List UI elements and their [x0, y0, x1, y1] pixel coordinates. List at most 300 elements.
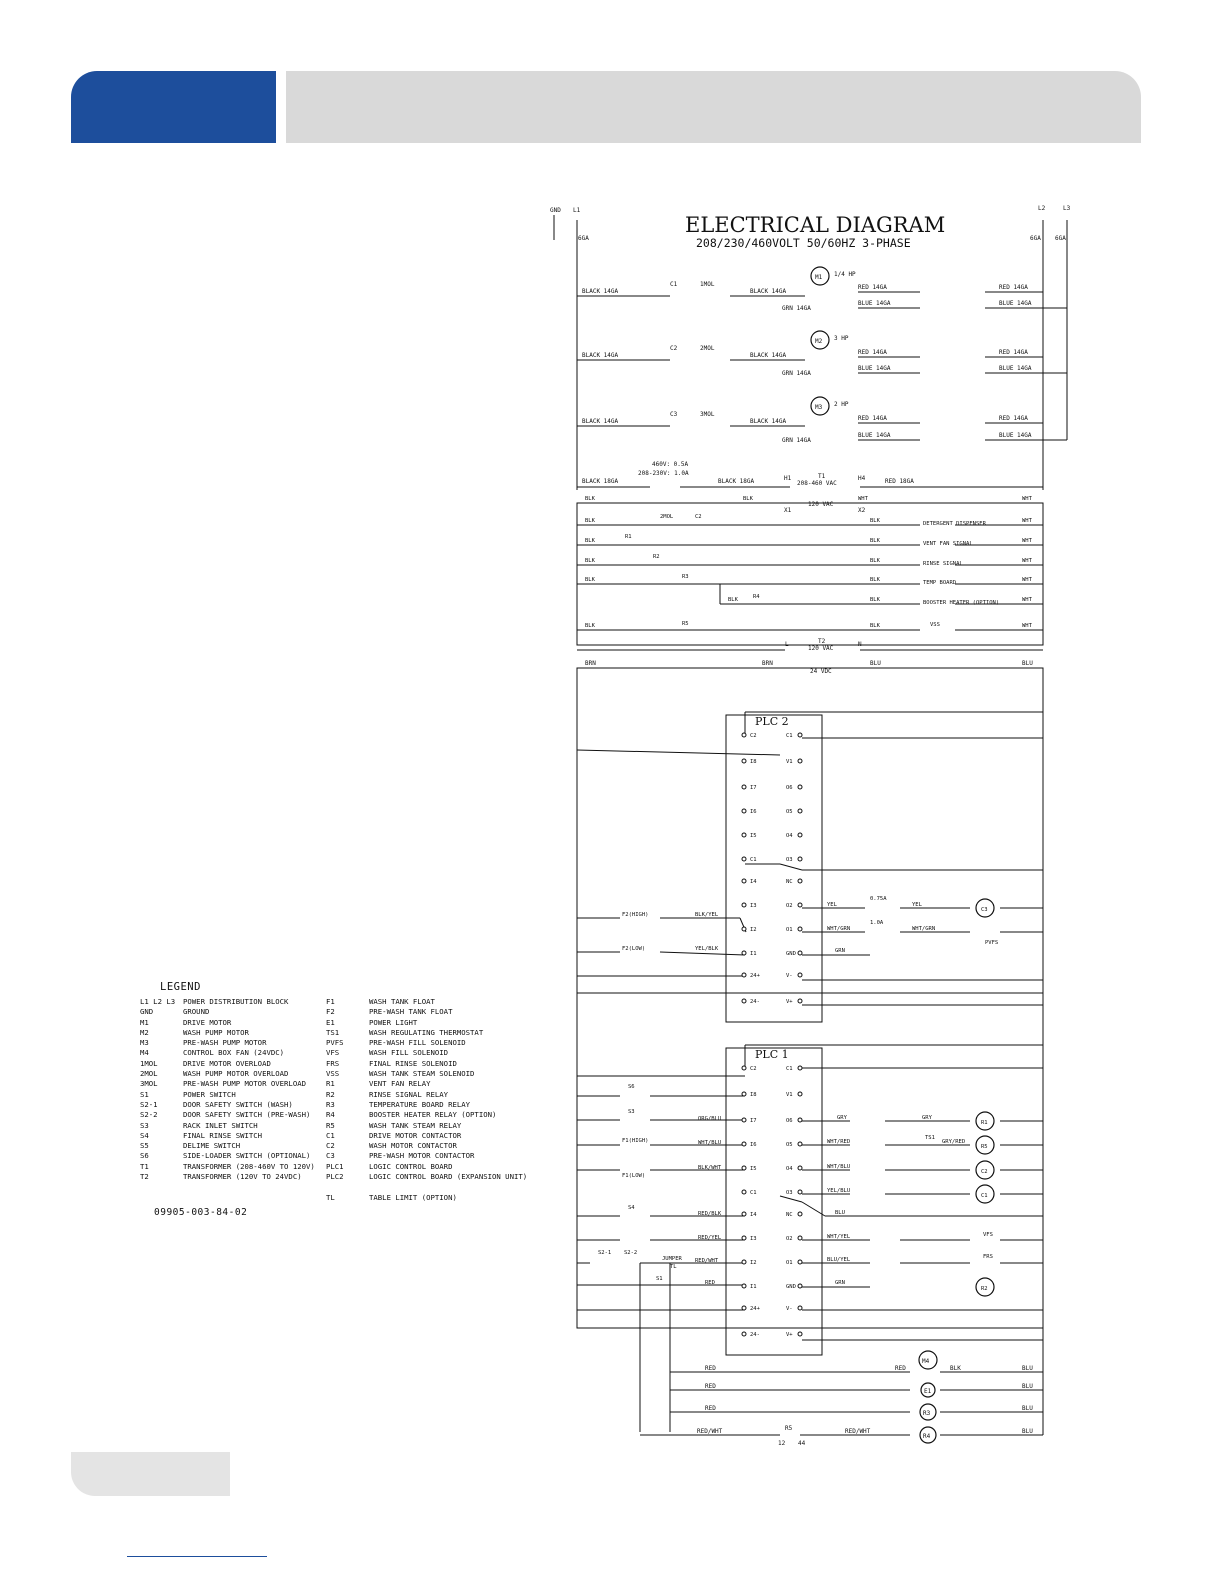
- legend-row: [326, 1007, 527, 1017]
- m2-black-wire: BLACK 14GA: [582, 352, 619, 359]
- m1-green-wire: GRN 14GA: [782, 305, 811, 312]
- diagram-title: ELECTRICAL DIAGRAM: [685, 213, 946, 237]
- relay-row5-wht: WHT: [1022, 597, 1032, 603]
- terminal-l3: L3: [1063, 205, 1071, 212]
- plc2-left-pin-2: I7: [750, 785, 757, 791]
- legend-description: WASH MOTOR CONTACTOR: [369, 1141, 457, 1151]
- plc1-org-blu: ORG/BLU: [698, 1116, 722, 1122]
- relay-row5-blk: BLK: [728, 597, 738, 603]
- legend-row: [326, 1193, 527, 1203]
- f2-low: F2(LOW): [622, 946, 646, 952]
- legend-code: R4: [326, 1110, 335, 1120]
- plc1-right-pin-9: GND: [786, 1284, 796, 1290]
- legend-row: [326, 1110, 527, 1120]
- relay-blk-top-2: BLK: [743, 496, 753, 502]
- r3-label: R3: [923, 1410, 931, 1417]
- legend-code: 2MOL: [140, 1069, 158, 1079]
- legend-code: VFS: [326, 1048, 340, 1058]
- plc2-left-terminal-2: [742, 785, 746, 789]
- plc1-left-pin-10: 24+: [750, 1306, 760, 1312]
- legend-row: [140, 1028, 315, 1038]
- legend-row: [326, 1100, 527, 1110]
- legend-description: POWER SWITCH: [183, 1089, 236, 1099]
- plc1-right-terminal-7: [798, 1236, 802, 1240]
- plc2-right-terminal-9: [798, 951, 802, 955]
- plc1-left-pin-5: C1: [750, 1190, 757, 1196]
- relay-row3-blk: BLK: [585, 558, 595, 564]
- plc1-right-terminal-10: [798, 1306, 802, 1310]
- motor-m3-label: M3: [815, 404, 823, 411]
- legend-row: [326, 997, 527, 1007]
- legend-code: R5: [326, 1120, 335, 1130]
- s2-2-label: S2-2: [624, 1250, 638, 1256]
- plc1-blk-wht: BLK/WHT: [698, 1165, 722, 1171]
- plc2-right-pin-2: O6: [786, 785, 793, 791]
- relay-row6-wht: WHT: [1022, 623, 1032, 629]
- terminal-l1: L1: [573, 207, 581, 214]
- s6-label: S6: [628, 1084, 635, 1090]
- plc1-left-terminal-2: [742, 1118, 746, 1122]
- plc1-gry: GRY: [837, 1115, 847, 1121]
- legend-row: [140, 1090, 315, 1100]
- legend-description: WASH TANK FLOAT: [369, 997, 435, 1006]
- load-booster: BOOSTER HEATER (OPTION): [923, 600, 1000, 606]
- plc1-left-pin-3: I6: [750, 1142, 757, 1148]
- legend-description: TEMPERATURE BOARD RELAY: [369, 1099, 471, 1109]
- legend-code: S6: [140, 1151, 149, 1161]
- legend-description: WASH TANK STEAM RELAY: [369, 1120, 462, 1130]
- legend-description: PRE-WASH FILL SOLENOID: [369, 1038, 466, 1048]
- legend-code: TL: [326, 1192, 335, 1202]
- m3-overload: 3MOL: [700, 411, 715, 418]
- plc1-left-terminal-8: [742, 1260, 746, 1264]
- legend-description: FINAL RINSE SWITCH: [183, 1130, 263, 1140]
- plc2-right-pin-10: V-: [786, 973, 793, 979]
- contact-r2: R2: [653, 554, 660, 560]
- m1-red-wire: RED 14GA: [858, 284, 887, 291]
- diagram-subtitle: 208/230/460VOLT 50/60HZ 3-PHASE: [696, 236, 911, 250]
- legend-code: C1: [326, 1130, 335, 1140]
- legend-code: F2: [326, 1007, 335, 1017]
- plc2-right-terminal-5: [798, 857, 802, 861]
- m2-black-wire-2: BLACK 14GA: [750, 352, 787, 359]
- t2-blu: BLU: [870, 660, 881, 667]
- t1-h1: H1: [784, 475, 792, 482]
- t1-black-wire-2: BLACK 18GA: [718, 478, 755, 485]
- r5-contact-label: R5: [785, 1425, 793, 1432]
- m3-blue-wire: BLUE 14GA: [858, 432, 891, 439]
- legend-code: M3: [140, 1038, 149, 1048]
- relay-row1-wht: WHT: [1022, 518, 1032, 524]
- plc1-right-pin-2: O6: [786, 1118, 793, 1124]
- motor-m2-hp: 3 HP: [834, 335, 849, 342]
- plc1-right-terminal-0: [798, 1066, 802, 1070]
- plc1-right-terminal-9: [798, 1284, 802, 1288]
- part-number: 09905-003-84-02: [154, 1207, 248, 1218]
- relay-row3-blk2: BLK: [870, 558, 880, 564]
- plc2-right-terminal-7: [798, 903, 802, 907]
- plc2-left-terminal-6: [742, 879, 746, 883]
- plc2-left-terminal-1: [742, 759, 746, 763]
- m1-contactor: C1: [670, 281, 678, 288]
- legend-description: WASH PUMP MOTOR OVERLOAD: [183, 1069, 289, 1079]
- plc2-left-pin-8: I2: [750, 927, 757, 933]
- bottom-red-2: RED: [705, 1383, 716, 1390]
- plc2-left-terminal-0: [742, 733, 746, 737]
- legend-row: [326, 1141, 527, 1151]
- bottom-red-1: RED: [705, 1365, 716, 1372]
- t1-h4: H4: [858, 475, 866, 482]
- legend-description: TRANSFORMER (120V TO 24VDC): [183, 1172, 302, 1182]
- legend-description: SIDE-LOADER SWITCH (OPTIONAL): [183, 1151, 311, 1161]
- header-title-bar: [286, 71, 1141, 143]
- legend-row: [140, 1069, 315, 1079]
- legend-code: C3: [326, 1151, 335, 1161]
- plc1-left-terminal-3: [742, 1142, 746, 1146]
- legend-description: RACK INLET SWITCH: [183, 1120, 258, 1130]
- plc2-left-pin-1: I8: [750, 759, 757, 765]
- tl-label: TL: [670, 1264, 677, 1270]
- relay-row6-blk2: BLK: [870, 623, 880, 629]
- legend-title: LEGEND: [160, 981, 201, 993]
- legend-row: [140, 1131, 315, 1141]
- relay-row1-blk2: BLK: [870, 518, 880, 524]
- legend-row: [326, 1079, 527, 1089]
- plc2-right-pin-8: O1: [786, 927, 793, 933]
- legend-row: [140, 997, 315, 1007]
- m2-blue-wire-out: BLUE 14GA: [999, 365, 1032, 372]
- plc1-yel-blu: YEL/BLU: [827, 1188, 851, 1194]
- legend-code: PVFS: [326, 1038, 344, 1048]
- plc1-left-pin-6: I4: [750, 1212, 757, 1218]
- legend-right-column: [326, 997, 527, 1203]
- plc1-right-pin-7: O2: [786, 1236, 793, 1242]
- t2-label: T2: [818, 638, 826, 645]
- t1-red-wire: RED 18GA: [885, 478, 914, 485]
- legend-description: TRANSFORMER (208-460V TO 120V): [183, 1161, 315, 1171]
- plc2-title: PLC 2: [755, 715, 789, 728]
- plc1-left-pin-2: I7: [750, 1118, 757, 1124]
- plc1-frs: FRS: [983, 1254, 993, 1260]
- plc1-right-pin-11: V+: [786, 1332, 793, 1338]
- legend-row: [326, 1038, 527, 1048]
- t2-n: N: [858, 641, 862, 648]
- load-temp-board: TEMP BOARD: [923, 580, 957, 586]
- plc1-gry-red: GRY/RED: [942, 1139, 966, 1145]
- plc2-left-pin-6: I4: [750, 879, 757, 885]
- plc2-right-pin-4: O4: [786, 833, 793, 839]
- plc1-left-pin-11: 24-: [750, 1332, 760, 1338]
- plc1-right-pin-6: NC: [786, 1212, 793, 1218]
- plc2-right-pin-6: NC: [786, 879, 793, 885]
- legend-code: FRS: [326, 1058, 340, 1068]
- contact-r1: R1: [625, 534, 632, 540]
- terminal-gauge-l3: 6GA: [1055, 235, 1066, 242]
- legend-code: C2: [326, 1141, 335, 1151]
- legend-description: BOOSTER HEATER RELAY (OPTION): [369, 1110, 497, 1120]
- legend-row: [140, 1018, 315, 1028]
- relay-row4-wht: WHT: [1022, 577, 1032, 583]
- m1-red-wire-out: RED 14GA: [999, 284, 1028, 291]
- plc1-left-terminal-11: [742, 1332, 746, 1336]
- contact-2mol: 2MOL: [660, 514, 674, 520]
- plc1-left-pin-0: C2: [750, 1066, 757, 1072]
- legend-code: GND: [140, 1007, 154, 1017]
- legend-code: R1: [326, 1079, 335, 1089]
- relay-row2-wht: WHT: [1022, 538, 1032, 544]
- legend-row: [140, 1110, 315, 1120]
- s4-label: S4: [628, 1205, 635, 1211]
- plc1-left-terminal-10: [742, 1306, 746, 1310]
- plc1-left-terminal-9: [742, 1284, 746, 1288]
- plc1-left-terminal-0: [742, 1066, 746, 1070]
- plc1-right-terminal-3: [798, 1142, 802, 1146]
- legend-description: DRIVE MOTOR OVERLOAD: [183, 1058, 271, 1068]
- t1-label: T1: [818, 473, 826, 480]
- relay-row6-blk: BLK: [585, 623, 595, 629]
- bottom-red-wht-2: RED/WHT: [845, 1428, 871, 1435]
- plc2-right-terminal-6: [798, 879, 802, 883]
- legend-description: POWER DISTRIBUTION BLOCK: [183, 997, 289, 1006]
- t1-x1: X1: [784, 507, 792, 514]
- plc1-right-terminal-2: [798, 1118, 802, 1122]
- s1-label: S1: [656, 1276, 663, 1282]
- relay-row1-blk: BLK: [585, 518, 595, 524]
- e1-label: E1: [924, 1388, 932, 1395]
- relay-blk-top: BLK: [585, 496, 595, 502]
- m3-contactor: C3: [670, 411, 678, 418]
- f2-high: F2(HIGH): [622, 912, 649, 918]
- legend-row: [326, 1090, 527, 1100]
- m2-contactor: C2: [670, 345, 678, 352]
- relay-row2-blk2: BLK: [870, 538, 880, 544]
- bottom-blu-2: BLU: [1022, 1383, 1033, 1390]
- f1-low: F1(LOW): [622, 1173, 646, 1179]
- t1-secondary: 120 VAC: [808, 501, 834, 508]
- motor-m1-hp: 1/4 HP: [834, 271, 856, 278]
- plc1-r5: R5: [981, 1144, 988, 1150]
- plc2-left-terminal-4: [742, 833, 746, 837]
- plc2-left-pin-9: I1: [750, 951, 757, 957]
- legend-row: [326, 1151, 527, 1161]
- legend-code: S1: [140, 1089, 149, 1099]
- r4-label: R4: [923, 1433, 931, 1440]
- load-rinse: RINSE SIGNAL: [923, 561, 963, 567]
- legend-row: [140, 1141, 315, 1151]
- plc1-title: PLC 1: [755, 1048, 789, 1061]
- plc2-right-pin-11: V+: [786, 999, 793, 1005]
- plc2-right-pin-7: O2: [786, 903, 793, 909]
- plc2-right-pin-1: V1: [786, 759, 793, 765]
- m2-green-wire: GRN 14GA: [782, 370, 811, 377]
- relay-wht-top-2: WHT: [1022, 496, 1032, 502]
- legend-code: F1: [326, 997, 335, 1006]
- bottom-red-m4: RED: [895, 1365, 906, 1372]
- m2-blue-wire: BLUE 14GA: [858, 365, 891, 372]
- motor-m2-label: M2: [815, 338, 823, 345]
- plc1-r1: R1: [981, 1120, 988, 1126]
- plc2-right-terminal-8: [798, 927, 802, 931]
- legend-row: [326, 1162, 527, 1172]
- t2-l: L: [785, 641, 789, 648]
- legend-code: 3MOL: [140, 1079, 158, 1089]
- plc1-wht-yel: WHT/YEL: [827, 1234, 851, 1240]
- plc1-red-blk: RED/BLK: [698, 1211, 722, 1217]
- plc2-right-pin-9: GND: [786, 951, 796, 957]
- plc2-left-pin-4: I5: [750, 833, 757, 839]
- m3-red-wire: RED 14GA: [858, 415, 887, 422]
- plc1-left-pin-1: I8: [750, 1092, 757, 1098]
- plc1-right-pin-3: O5: [786, 1142, 793, 1148]
- bottom-blu-1: BLU: [1022, 1365, 1033, 1372]
- load-vss: VSS: [930, 622, 940, 628]
- plc1-right-pin-10: V-: [786, 1306, 793, 1312]
- plc1-right-terminal-6: [798, 1212, 802, 1216]
- legend-description: RINSE SIGNAL RELAY: [369, 1089, 449, 1099]
- plc2-left-pin-11: 24-: [750, 999, 760, 1005]
- legend-description: DRIVE MOTOR: [183, 1017, 232, 1027]
- plc2-left-pin-3: I6: [750, 809, 757, 815]
- legend-description: LOGIC CONTROL BOARD: [369, 1161, 453, 1171]
- plc2-right-terminal-4: [798, 833, 802, 837]
- relay-wht-top: WHT: [858, 496, 868, 502]
- bottom-red-3: RED: [705, 1405, 716, 1412]
- legend-code: T1: [140, 1161, 149, 1171]
- plc2-right-terminal-10: [798, 973, 802, 977]
- plc1-wht-blu: WHT/BLU: [827, 1164, 851, 1170]
- legend-code: E1: [326, 1017, 335, 1027]
- plc2-pvfs: PVFS: [985, 940, 999, 946]
- plc1-right-terminal-1: [798, 1092, 802, 1096]
- t2-brn: BRN: [585, 660, 596, 667]
- t1-fuse-2: 208-230V: 1.0A: [638, 470, 689, 477]
- legend-code: PLC2: [326, 1172, 344, 1182]
- t1-primary: 208-460 VAC: [797, 480, 837, 487]
- contact-r4: R4: [753, 594, 760, 600]
- footer-link-underline[interactable]: [127, 1556, 267, 1557]
- legend-code: PLC1: [326, 1161, 344, 1171]
- motor-m1-label: M1: [815, 274, 823, 281]
- plc1-left-terminal-4: [742, 1166, 746, 1170]
- legend-row: [140, 1038, 315, 1048]
- legend-left-column: [140, 997, 315, 1182]
- plc1-right-terminal-5: [798, 1190, 802, 1194]
- contact-44: 44: [798, 1440, 806, 1447]
- legend-description: FINAL RINSE SOLENOID: [369, 1058, 457, 1068]
- legend-description: VENT FAN RELAY: [369, 1079, 431, 1089]
- plc2-right-terminal-1: [798, 759, 802, 763]
- legend-row: [140, 1162, 315, 1172]
- m3-black-wire: BLACK 14GA: [582, 418, 619, 425]
- bottom-blu-4: BLU: [1022, 1428, 1033, 1435]
- plc1-left-pin-7: I3: [750, 1236, 757, 1242]
- plc1-right-terminal-11: [798, 1332, 802, 1336]
- legend-description: TABLE LIMIT (OPTION): [369, 1192, 457, 1202]
- legend-code: S2-2: [140, 1110, 158, 1120]
- legend-description: DRIVE MOTOR CONTACTOR: [369, 1130, 462, 1140]
- legend-row: [326, 1172, 527, 1182]
- legend-row: [326, 1028, 527, 1038]
- legend-code: 1MOL: [140, 1058, 158, 1068]
- plc1-left-terminal-6: [742, 1212, 746, 1216]
- legend-description: POWER LIGHT: [369, 1017, 418, 1027]
- plc1-wht-blu-in: WHT/BLU: [698, 1140, 722, 1146]
- legend-code: TS1: [326, 1027, 340, 1037]
- plc1-blu: BLU: [835, 1210, 845, 1216]
- legend: [140, 981, 528, 1222]
- terminal-gauge-l2: 6GA: [1030, 235, 1041, 242]
- plc1-red-yel: RED/YEL: [698, 1235, 722, 1241]
- plc1-right-terminal-8: [798, 1260, 802, 1264]
- plc2-yel-blk: YEL/BLK: [695, 946, 719, 952]
- plc2-left-pin-0: C2: [750, 733, 757, 739]
- plc1-right-pin-4: O4: [786, 1166, 793, 1172]
- relay-row4-blk: BLK: [585, 577, 595, 583]
- legend-description: WASH PUMP MOTOR: [183, 1027, 249, 1037]
- legend-row: [140, 1007, 315, 1017]
- m4-label: M4: [922, 1358, 930, 1365]
- legend-description: PRE-WASH MOTOR CONTACTOR: [369, 1151, 475, 1161]
- legend-description: WASH REGULATING THERMOSTAT: [369, 1027, 484, 1037]
- legend-code: R3: [326, 1099, 335, 1109]
- m1-black-wire-2: BLACK 14GA: [750, 288, 787, 295]
- t2-secondary: 24 VDC: [810, 668, 832, 675]
- plc2-right-terminal-11: [798, 999, 802, 1003]
- plc2-wht-grn-2: WHT/GRN: [912, 926, 936, 932]
- plc2-right-pin-3: O5: [786, 809, 793, 815]
- plc2-right-pin-5: O3: [786, 857, 793, 863]
- plc2-left-terminal-10: [742, 973, 746, 977]
- legend-row: [326, 1069, 527, 1079]
- legend-row: [140, 1100, 315, 1110]
- m3-black-wire-2: BLACK 14GA: [750, 418, 787, 425]
- plc1-c2: C2: [981, 1169, 988, 1175]
- terminal-gauge-l1: 6GA: [578, 235, 589, 242]
- legend-row: [326, 1182, 527, 1192]
- legend-code: T2: [140, 1172, 149, 1182]
- plc1-wht-red: WHT/RED: [827, 1139, 851, 1145]
- legend-code: L1 L2 L3: [140, 997, 176, 1006]
- bottom-red-wht: RED/WHT: [697, 1428, 723, 1435]
- terminal-gnd: GND: [550, 207, 561, 214]
- legend-row: [326, 1059, 527, 1069]
- contact-r5: R5: [682, 621, 689, 627]
- bottom-blk-m4: BLK: [950, 1365, 961, 1372]
- m1-overload: 1MOL: [700, 281, 715, 288]
- m3-green-wire: GRN 14GA: [782, 437, 811, 444]
- plc1-right-pin-5: O3: [786, 1190, 793, 1196]
- load-detergent: DETERGENT DISPENSER: [923, 521, 986, 527]
- plc2-right-terminal-2: [798, 785, 802, 789]
- legend-description: PRE-WASH PUMP MOTOR OVERLOAD: [183, 1079, 307, 1089]
- plc1-right-pin-1: V1: [786, 1092, 793, 1098]
- legend-description: LOGIC CONTROL BOARD (EXPANSION UNIT): [369, 1172, 528, 1182]
- legend-description: PRE-WASH PUMP MOTOR: [183, 1038, 267, 1048]
- plc1-right-terminal-4: [798, 1166, 802, 1170]
- legend-row: [326, 1131, 527, 1141]
- m2-red-wire-out: RED 14GA: [999, 349, 1028, 356]
- plc1-left-terminal-1: [742, 1092, 746, 1096]
- plc1-grn: GRN: [835, 1280, 845, 1286]
- plc2-grn: GRN: [835, 948, 845, 954]
- legend-row: [140, 1172, 315, 1182]
- legend-description: WASH FILL SOLENOID: [369, 1048, 449, 1058]
- legend-code: S2-1: [140, 1099, 158, 1109]
- legend-code: S3: [140, 1120, 149, 1130]
- m2-red-wire: RED 14GA: [858, 349, 887, 356]
- relay-row2-blk: BLK: [585, 538, 595, 544]
- contact-c2: C2: [695, 514, 702, 520]
